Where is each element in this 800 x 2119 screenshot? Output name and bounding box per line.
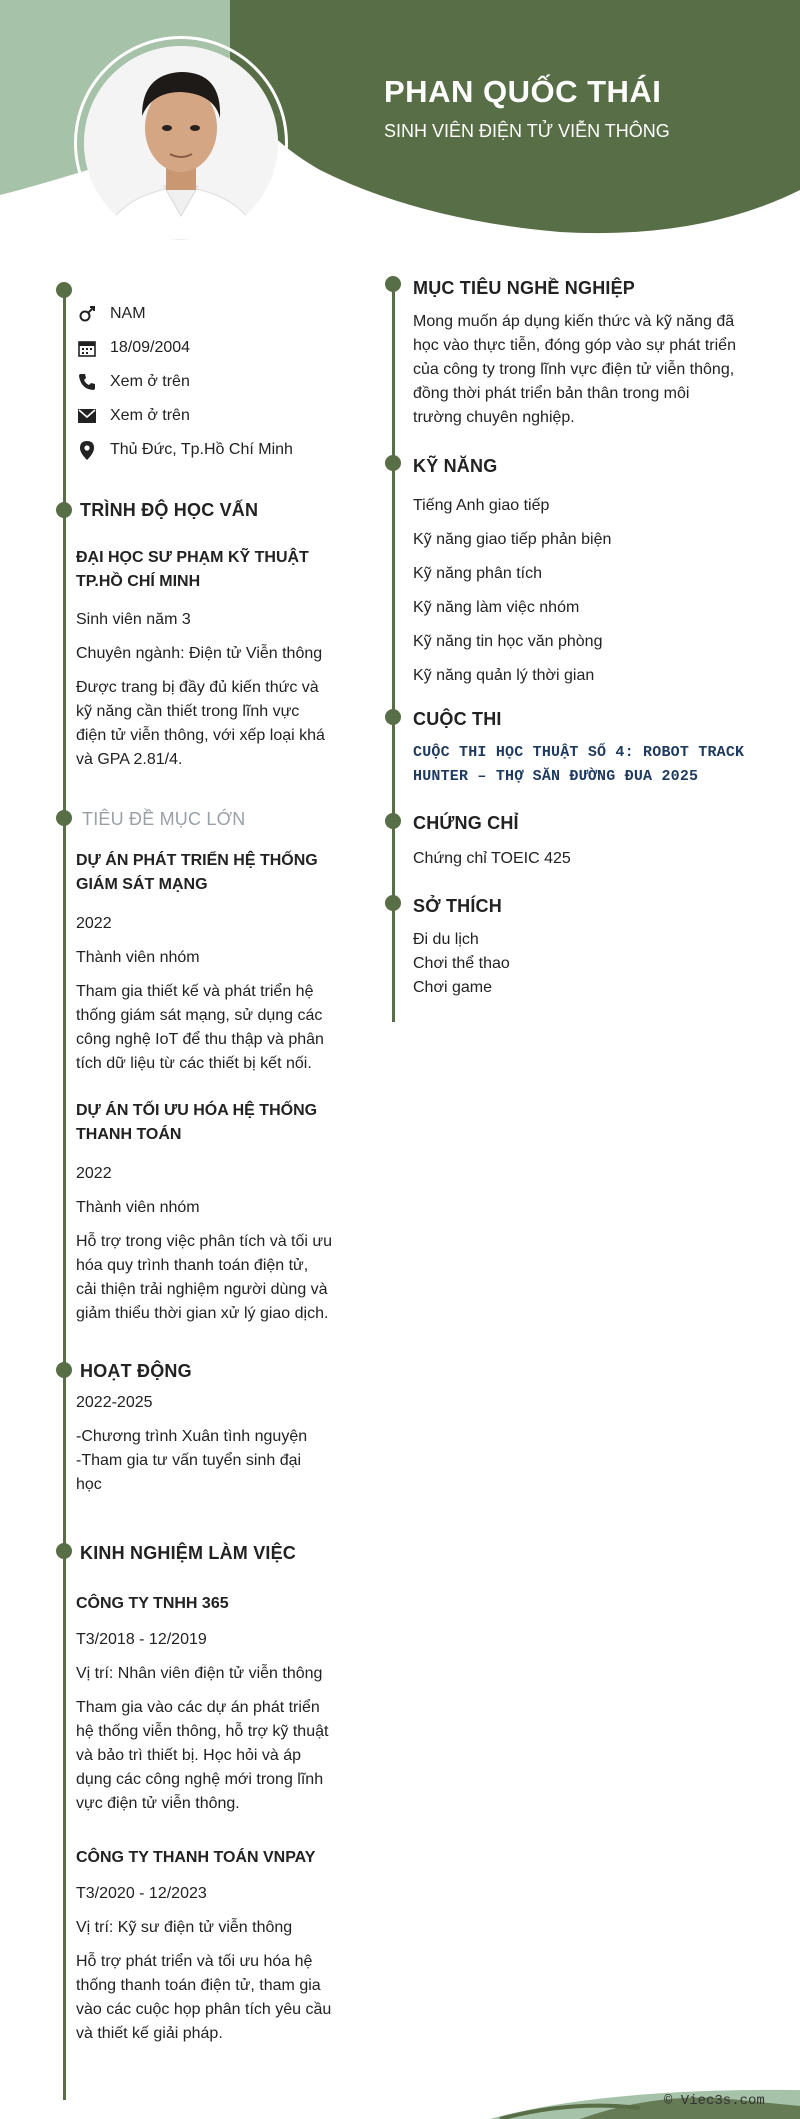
project-name-line1: DỰ ÁN PHÁT TRIỂN HỆ THỐNG	[76, 852, 318, 869]
contact-address	[76, 438, 293, 462]
skill-item: Kỹ năng quản lý thời gian	[413, 667, 595, 684]
desc-line: vào các cuộc họp phân tích yêu cầu	[76, 2001, 332, 2018]
activity-line: -Chương trình Xuân tình nguyện	[76, 1428, 308, 1445]
project-name-line2: THANH TOÁN	[76, 1126, 182, 1143]
desc-line: Hỗ trợ trong việc phân tích và tối ưu	[76, 1233, 332, 1250]
skill-item: Tiếng Anh giao tiếp	[413, 497, 550, 514]
email-text: Xem ở trên	[110, 407, 190, 424]
desc-line: cải thiện trải nghiệm người dùng và	[76, 1281, 328, 1298]
contact-email	[76, 404, 190, 428]
desc-line: điện tử viễn thông, với xếp loại khá	[76, 727, 325, 744]
job-position: Vị trí: Nhân viên điện tử viễn thông	[76, 1665, 323, 1682]
project-year: 2022	[76, 915, 112, 932]
project-description	[76, 980, 346, 1076]
hobby-item: Chơi thể thao	[413, 955, 510, 972]
skill-item: Kỹ năng giao tiếp phản biện	[413, 531, 612, 548]
company-name: CÔNG TY THANH TOÁN VNPAY	[76, 1849, 316, 1866]
birthday-text: 18/09/2004	[110, 339, 191, 356]
education-description	[76, 676, 346, 772]
school-name-line2: TP.HỒ CHÍ MINH	[76, 573, 201, 590]
competition-line: HUNTER – THỢ SĂN ĐƯỜNG ĐUA 2025	[413, 768, 699, 785]
desc-line: và thiết kế giải pháp.	[76, 2025, 223, 2042]
competition-heading: CUỘC THI	[413, 709, 502, 729]
project-item	[76, 1099, 346, 1147]
desc-line: Được trang bị đầy đủ kiến thức và	[76, 679, 319, 696]
watermark: © Viec3s.com	[664, 2093, 765, 2109]
hobby-item: Đi du lịch	[413, 931, 479, 948]
project-role: Thành viên nhóm	[76, 949, 200, 966]
desc-line: hệ thống viễn thông, hỗ trợ kỹ thuật	[76, 1723, 329, 1740]
profile-photo	[84, 46, 278, 240]
objective-line: của công ty trong lĩnh vực điện tử viễn thông,	[413, 361, 735, 378]
activities-heading: HOẠT ĐỘNG	[80, 1361, 192, 1381]
education-heading: TRÌNH ĐỘ HỌC VẤN	[80, 500, 259, 520]
desc-line: kỹ năng cần thiết trong lĩnh vực	[76, 703, 300, 720]
activities-list	[76, 1425, 346, 1497]
activities-period: 2022-2025	[76, 1394, 153, 1411]
projects-heading: TIÊU ĐỀ MỤC LỚN	[82, 809, 246, 829]
timeline-dot	[56, 1543, 72, 1559]
phone-text: Xem ở trên	[110, 373, 190, 390]
phone-icon	[76, 371, 98, 393]
timeline-dot	[56, 502, 72, 518]
objective-heading: MỤC TIÊU NGHỀ NGHIỆP	[413, 278, 636, 298]
objective-line: Mong muốn áp dụng kiến thức và kỹ năng đã	[413, 313, 735, 330]
activity-line: -Tham gia tư vấn tuyển sinh đại	[76, 1452, 302, 1469]
contact-phone	[76, 370, 190, 394]
right-timeline	[392, 286, 395, 1022]
left-timeline	[63, 290, 66, 2100]
job-description	[76, 1950, 346, 2046]
calendar-icon	[76, 337, 98, 359]
desc-line: Hỗ trợ phát triển và tối ưu hóa hệ	[76, 1953, 313, 1970]
timeline-dot	[385, 895, 401, 911]
company-name: CÔNG TY TNHH 365	[76, 1595, 229, 1612]
skills-heading: KỸ NĂNG	[413, 456, 498, 476]
desc-line: công nghệ IoT để thu thập và phân	[76, 1031, 324, 1048]
candidate-name: PHAN QUỐC THÁI	[384, 74, 662, 109]
timeline-dot	[385, 276, 401, 292]
objective-text	[413, 310, 753, 430]
project-item	[76, 849, 346, 897]
desc-line: vực điện tử viễn thông.	[76, 1795, 240, 1812]
project-role: Thành viên nhóm	[76, 1199, 200, 1216]
timeline-dot	[385, 709, 401, 725]
hobby-item: Chơi game	[413, 979, 492, 996]
desc-line: hóa quy trình thanh toán điện tử,	[76, 1257, 309, 1274]
timeline-dot	[56, 1362, 72, 1378]
skill-item: Kỹ năng làm việc nhóm	[413, 599, 580, 616]
timeline-dot	[56, 282, 72, 298]
skill-item: Kỹ năng phân tích	[413, 565, 542, 582]
contact-gender	[76, 302, 146, 326]
job-description	[76, 1696, 346, 1816]
certificate-item: Chứng chỉ TOEIC 425	[413, 850, 571, 867]
education-year: Sinh viên năm 3	[76, 611, 191, 628]
candidate-title: SINH VIÊN ĐIỆN TỬ VIỄN THÔNG	[384, 121, 670, 141]
activity-line: học	[76, 1476, 102, 1493]
timeline-dot	[56, 810, 72, 826]
project-name-line1: DỰ ÁN TỐI ƯU HÓA HỆ THỐNG	[76, 1102, 318, 1119]
project-description	[76, 1230, 346, 1326]
objective-line: đồng thời phát triển bản thân trong môi	[413, 385, 690, 402]
job-period: T3/2020 - 12/2023	[76, 1885, 207, 1902]
competition-line: CUỘC THI HỌC THUẬT SỐ 4: ROBOT TRACK	[413, 744, 745, 761]
hobbies-list	[413, 928, 510, 1000]
gender-text: NAM	[110, 305, 146, 322]
desc-line: và bảo trì thiết bị. Học hỏi và áp	[76, 1747, 302, 1764]
gender-icon	[76, 303, 98, 325]
job-position: Vị trí: Kỹ sư điện tử viễn thông	[76, 1919, 293, 1936]
timeline-dot	[385, 455, 401, 471]
desc-line: Tham gia vào các dự án phát triển	[76, 1699, 320, 1716]
desc-line: và GPA 2.81/4.	[76, 751, 183, 768]
job-period: T3/2018 - 12/2019	[76, 1631, 207, 1648]
desc-line: dụng các công nghệ mới trong lĩnh	[76, 1771, 324, 1788]
certificates-heading: CHỨNG CHỈ	[413, 813, 519, 833]
competition-item	[413, 741, 763, 789]
location-pin-icon	[76, 439, 98, 461]
education-major: Chuyên ngành: Điện tử Viễn thông	[76, 645, 323, 662]
experience-heading: KINH NGHIỆM LÀM VIỆC	[80, 1543, 297, 1563]
objective-line: trường chuyên nghiệp.	[413, 409, 575, 426]
email-icon	[76, 405, 98, 427]
avatar-illustration	[84, 46, 278, 240]
address-text: Thủ Đức, Tp.Hồ Chí Minh	[110, 441, 293, 458]
desc-line: thống giám sát mạng, sử dụng các	[76, 1007, 323, 1024]
desc-line: giảm thiểu thời gian xử lý giao dịch.	[76, 1305, 329, 1322]
school-name-line1: ĐẠI HỌC SƯ PHẠM KỸ THUẬT	[76, 549, 309, 566]
objective-line: học vào thực tiễn, đóng góp vào sự phát triển	[413, 337, 736, 354]
project-name-line2: GIÁM SÁT MẠNG	[76, 876, 208, 893]
hobbies-heading: SỞ THÍCH	[413, 896, 502, 916]
timeline-dot	[385, 813, 401, 829]
project-year: 2022	[76, 1165, 112, 1182]
skill-item: Kỹ năng tin học văn phòng	[413, 633, 603, 650]
desc-line: Tham gia thiết kế và phát triển hệ	[76, 983, 314, 1000]
desc-line: thống thanh toán điện tử, tham gia	[76, 1977, 321, 1994]
contact-birthday	[76, 336, 190, 360]
desc-line: tích dữ liệu từ các thiết bị kết nối.	[76, 1055, 312, 1072]
